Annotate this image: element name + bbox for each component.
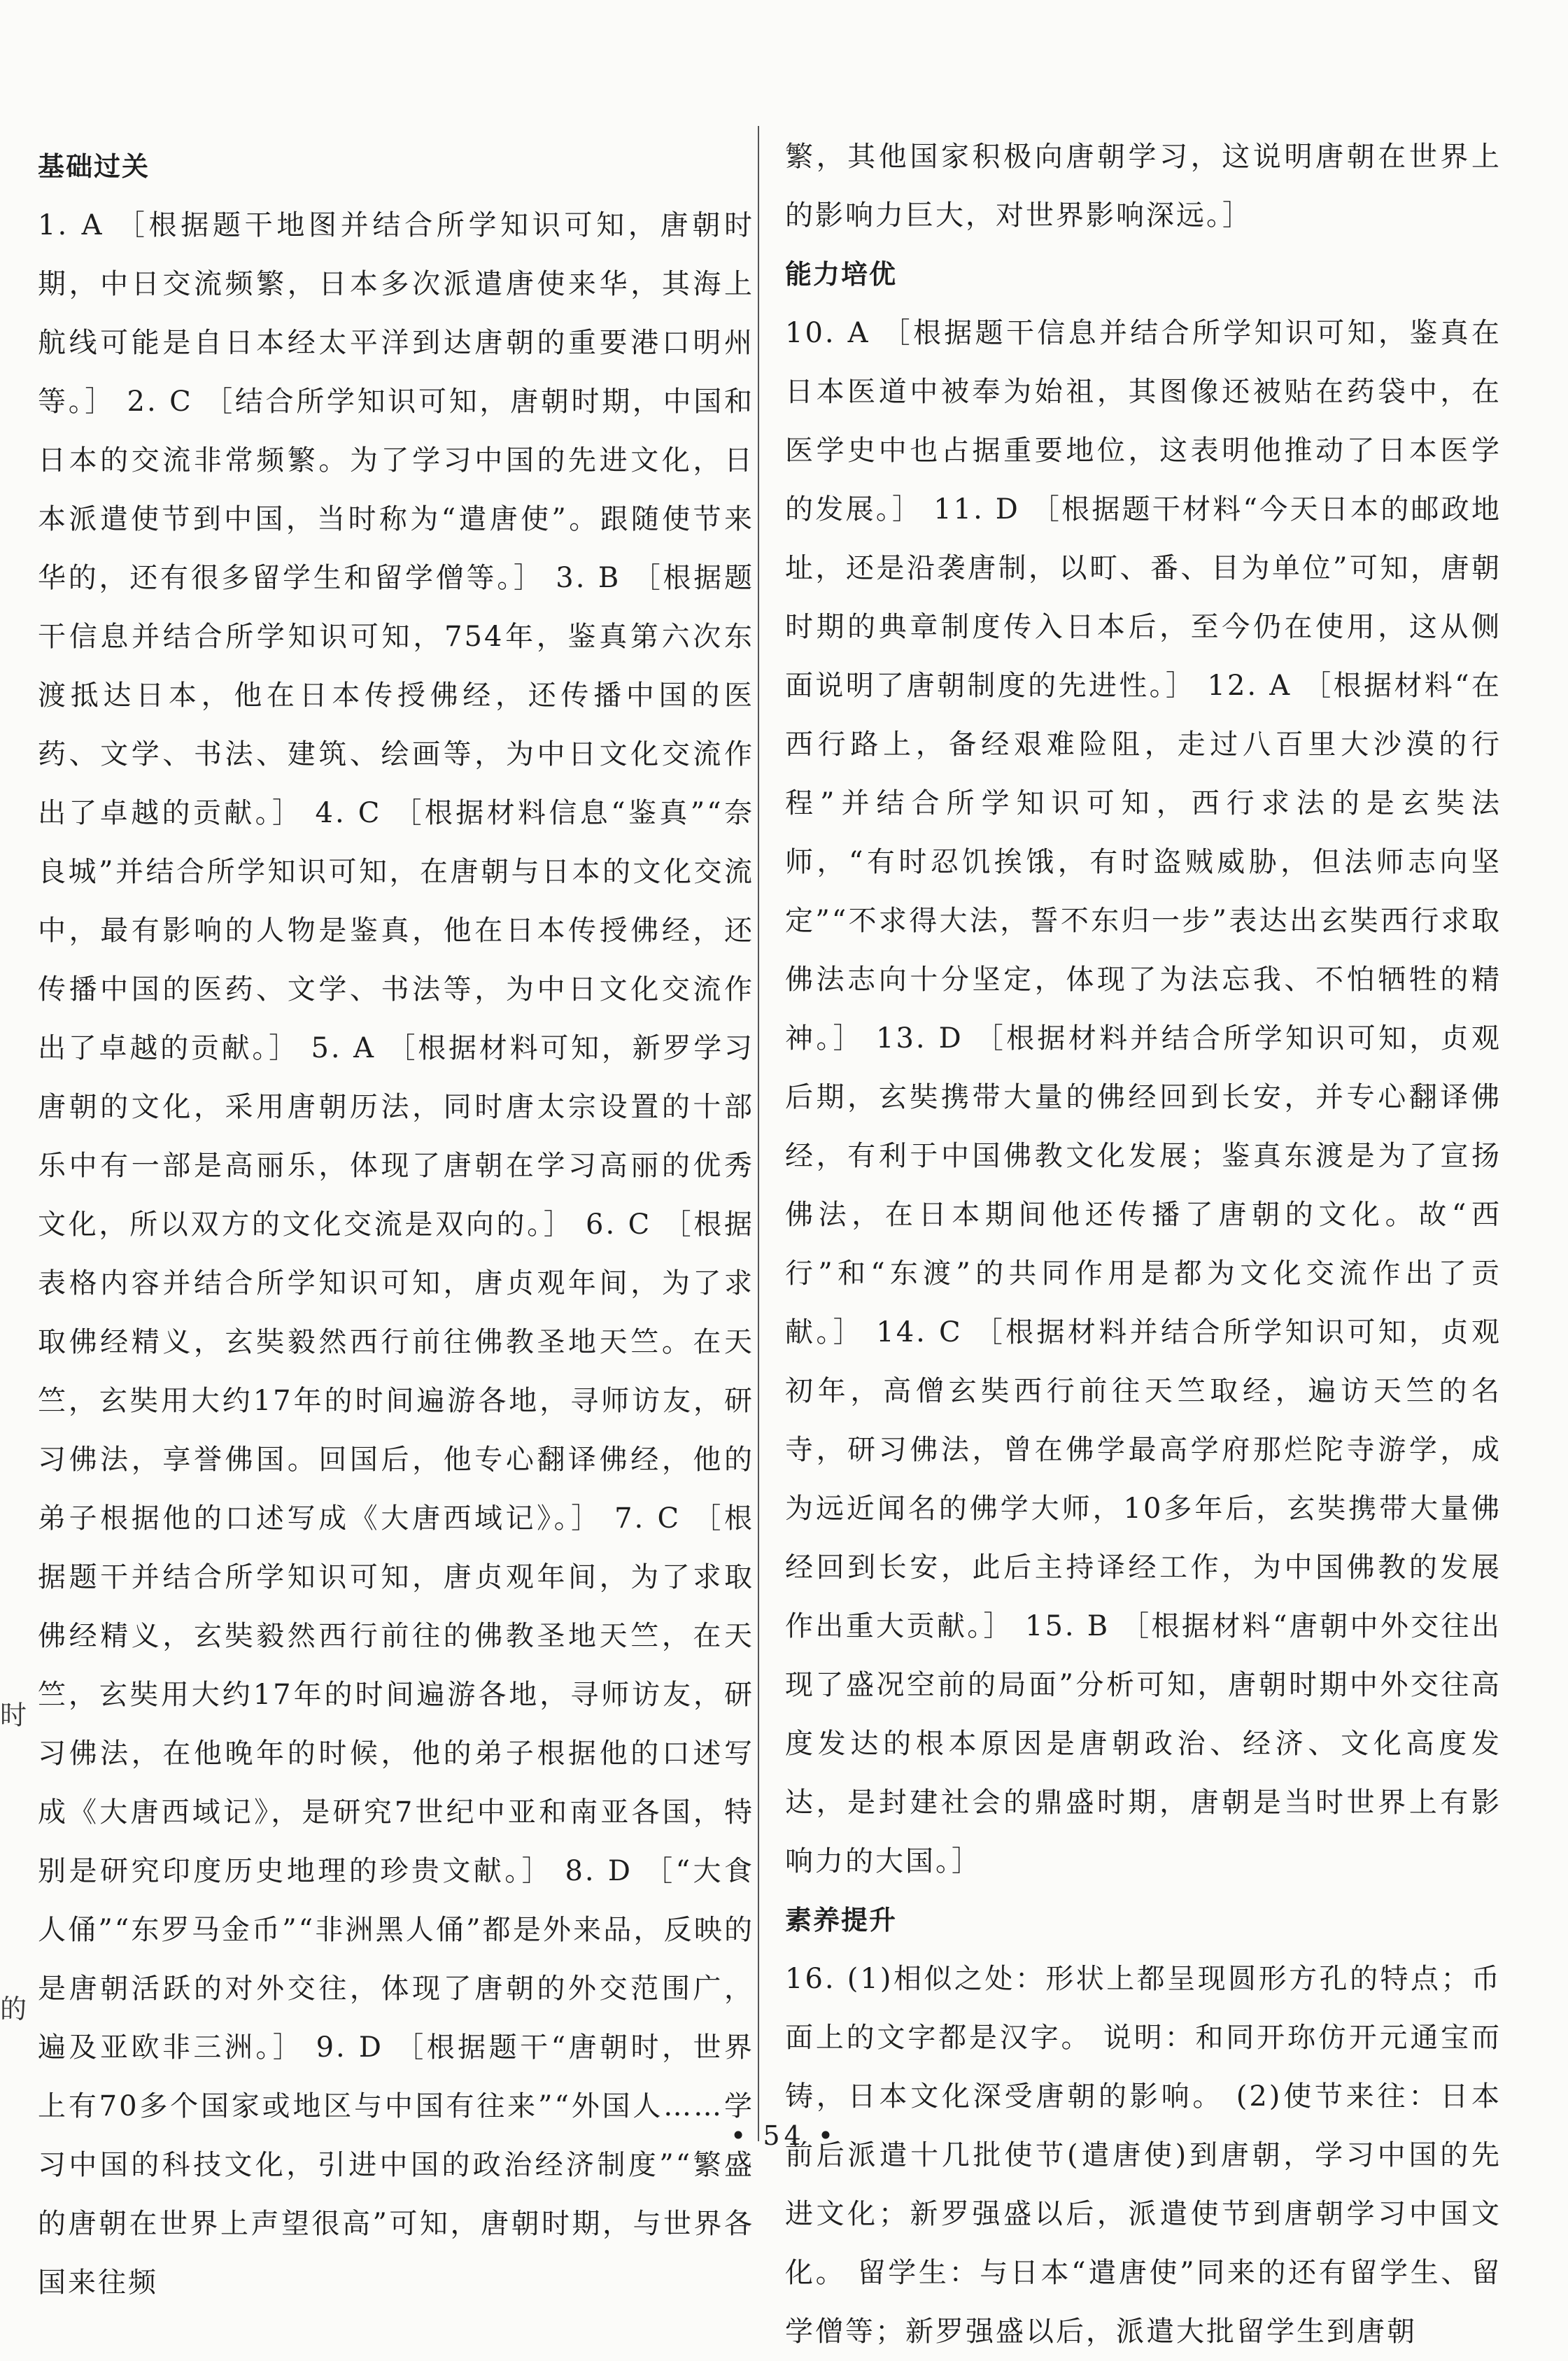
answer-text-ability: 10. A ［根据题干信息并结合所学知识可知，鉴真在日本医道中被奉为始祖，其图像还被贴在药袋中，在医学史中也占据重要地位，这表明他推动了日本医学的发展。］ 11. D ［根据题干材料“今天日本的邮政地址，还是沿袭唐制，以町、番、目为单位”可知，唐朝时期的典章制度传入日本后，至今仍在使用，这从侧面说明了唐朝制度的先进性。］ 12. A ［根据材料“在西行路上，备经艰难险阻，走过八百里大沙漠的行程”并结合所学知识可知，西行求法的是玄奘法师，“有时忍饥挨饿，有时盗贼威胁，但法师志向坚定”“不求得大法，誓不东归一步”表达出玄奘西行求取佛法志向十分坚定，体现了为法忘我、不怕牺牲的精神。］ 13. D ［根据材料并结合所学知识可知，贞观后期，玄奘携带大量的佛经回到长安，并专心翻译佛经，有利于中国佛教文化发展；鉴真东渡是为了宣扬佛法，在日本期间他还传播了唐朝的文化。故“西行”和“东渡”的共同作用是都为文化交流作出了贡献。］ 14. C ［根据材料并结合所学知识可知，贞观初年，高僧玄奘西行前往天竺取经，遍访天竺的名寺，研习佛法，曾在佛学最高学府那烂陀寺游学，成为远近闻名的佛学大师，10多年后，玄奘携带大量佛经回到长安，此后主持译经工作，为中国佛教的发展作出重大贡献。］ 15. B ［根据材料“唐朝中外交往出现了盛况空前的局面”分析可知，唐朝时期中外交往高度发达的根本原因是唐朝政治、经济、文化高度发达，是封建社会的鼎盛时期，唐朝是当时世界上有影响力的大国。］ [785,317,1502,1877]
section-heading-literacy: 素养提升 [785,1905,898,1936]
section-heading-basic: 基础过关 [38,151,150,182]
answer-text-literacy: 16. (1)相似之处：形状上都呈现圆形方孔的特点；币面上的文字都是汉字。 说明：和同开珎仿开元通宝而铸，日本文化深受唐朝的影响。 (2)使节来往：日本前后派遣十几批使节(遣唐使)到唐朝，学习中国的先进文化；新罗强盛以后，派遣使节到唐朝学习中国文化。 留学生：与日本“遣唐使”同来的还有留学生、留学僧等；新罗强盛以后，派遣大批留学生到唐朝 [785,1963,1502,2348]
column-divider [758,126,759,2141]
right-column [785,127,1502,2361]
margin-fragment: 时 [0,1700,27,1731]
answer-text-continuation: 繁，其他国家积极向唐朝学习，这说明唐朝在世界上的影响力巨大，对世界影响深远。］ [785,141,1502,232]
page-number: • 54 • [730,2120,838,2151]
margin-fragment: 的 [0,1994,27,2024]
left-column [38,137,754,2312]
answer-text-basic: 1. A ［根据题干地图并结合所学知识可知，唐朝时期，中日交流频繁，日本多次派遣唐使来华，其海上航线可能是自日本经太平洋到达唐朝的重要港口明州等。］ 2. C ［结合所学知识可知，唐朝时期，中国和日本的交流非常频繁。为了学习中国的先进文化，日本派遣使节到中国，当时称为“遣唐使”。跟随使节来华的，还有很多留学生和留学僧等。］ 3. B ［根据题干信息并结合所学知识可知，754年，鉴真第六次东渡抵达日本，他在日本传授佛经，还传播中国的医药、文学、书法、建筑、绘画等，为中日文化交流作出了卓越的贡献。］ 4. C ［根据材料信息“鉴真”“奈良城”并结合所学知识可知，在唐朝与日本的文化交流中，最有影响的人物是鉴真，他在日本传授佛经，还传播中国的医药、文学、书法等，为中日文化交流作出了卓越的贡献。］ 5. A ［根据材料可知，新罗学习唐朝的文化，采用唐朝历法，同时唐太宗设置的十部乐中有一部是高丽乐，体现了唐朝在学习高丽的优秀文化，所以双方的文化交流是双向的。］ 6. C ［根据表格内容并结合所学知识可知，唐贞观年间，为了求取佛经精义，玄奘毅然西行前往佛教圣地天竺。在天竺，玄奘用大约17年的时间遍游各地，寻师访友，研习佛法，享誉佛国。回国后，他专心翻译佛经，他的弟子根据他的口述写成《大唐西域记》。］ 7. C ［根据题干并结合所学知识可知，唐贞观年间，为了求取佛经精义，玄奘毅然西行前往的佛教圣地天竺，在天竺，玄奘用大约17年的时间遍游各地，寻师访友，研习佛法，在他晚年的时候，他的弟子根据他的口述写成《大唐西域记》，是研究7世纪中亚和南亚各国，特别是研究印度历史地理的珍贵文献。］ 8. D ［“大食人俑”“东罗马金币”“非洲黑人俑”都是外来品，反映的是唐朝活跃的对外交往，体现了唐朝的外交范围广，遍及亚欧非三洲。］ 9. D ［根据题干“唐朝时，世界上有70多个国家或地区与中国有往来”“外国人……学习中国的科技文化，引进中国的政治经济制度”“繁盛的唐朝在世界上声望很高”可知，唐朝时期，与世界各国来往频 [38,209,754,2299]
section-heading-ability: 能力培优 [785,259,898,290]
